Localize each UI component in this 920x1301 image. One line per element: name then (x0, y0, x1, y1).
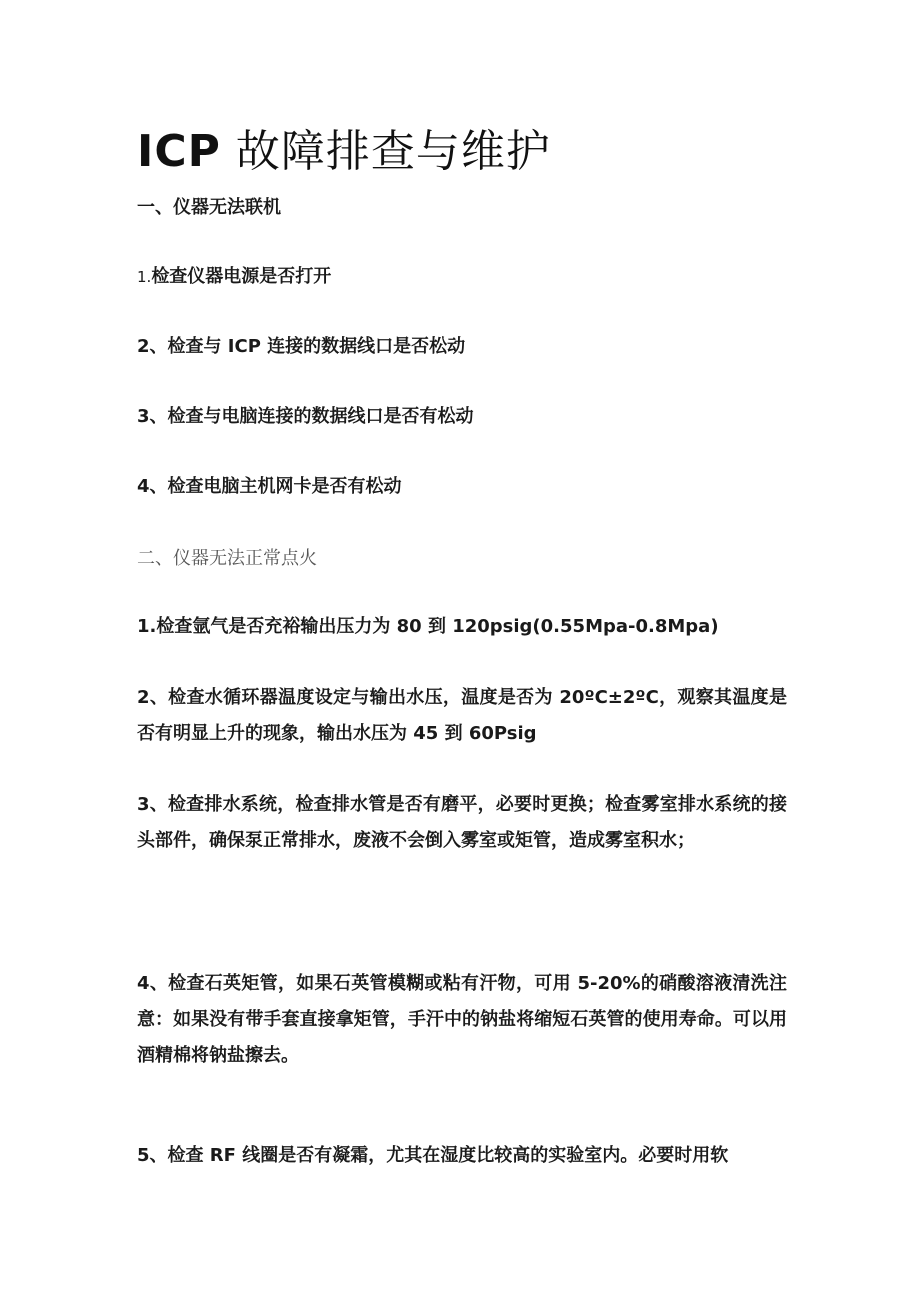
item-text: 检查与电脑连接的数据线口是否有松动 (167, 406, 474, 427)
section2-item-1: 1.检查氩气是否充裕输出压力为 80 到 120psig(0.55Mpa-0.8Mpa) (137, 616, 719, 637)
title-latin: ICP (137, 126, 221, 177)
item-number: 1. (137, 268, 152, 286)
section2-item-5: 5、检查 RF 线圈是否有凝霜，尤其在湿度比较高的实验室内。必要时用软 (137, 1145, 729, 1166)
page-title (137, 124, 551, 180)
item-number: 4、 (137, 476, 168, 497)
item-number: 2、 (137, 336, 168, 357)
section1-item-1 (137, 259, 331, 295)
section1-item-2 (137, 329, 465, 365)
item-text: 检查与 ICP 连接的数据线口是否松动 (167, 336, 466, 357)
title-cjk: 故障排查与维护 (235, 126, 551, 177)
section1-item-4 (137, 469, 402, 505)
section-heading-2: 二、仪器无法正常点火 (137, 548, 317, 569)
item-number: 3、 (137, 406, 168, 427)
section-heading-1: 一、仪器无法联机 (137, 197, 281, 218)
section1-item-3 (137, 399, 474, 435)
section2-item-3: 3、检查排水系统，检查排水管是否有磨平，必要时更换；检查雾室排水系统的接头部件，确保泵正常排水，废液不会倒入雾室或矩管，造成雾室积水； (137, 794, 787, 851)
item-text: 检查电脑主机网卡是否有松动 (167, 476, 402, 497)
section2-item-4: 4、检查石英矩管，如果石英管模糊或粘有汗物，可用 5-20%的硝酸溶液清洗注意：如果没有带手套直接拿矩管，手汗中的钠盐将缩短石英管的使用寿命。可以用酒精棉将钠盐擦去。 (137, 973, 787, 1066)
section2-item-2: 2、检查水循环器温度设定与输出水压，温度是否为 20ºC±2ºC，观察其温度是否有明显上升的现象，输出水压为 45 到 60Psig (137, 687, 787, 744)
item-text: 检查仪器电源是否打开 (151, 266, 332, 287)
